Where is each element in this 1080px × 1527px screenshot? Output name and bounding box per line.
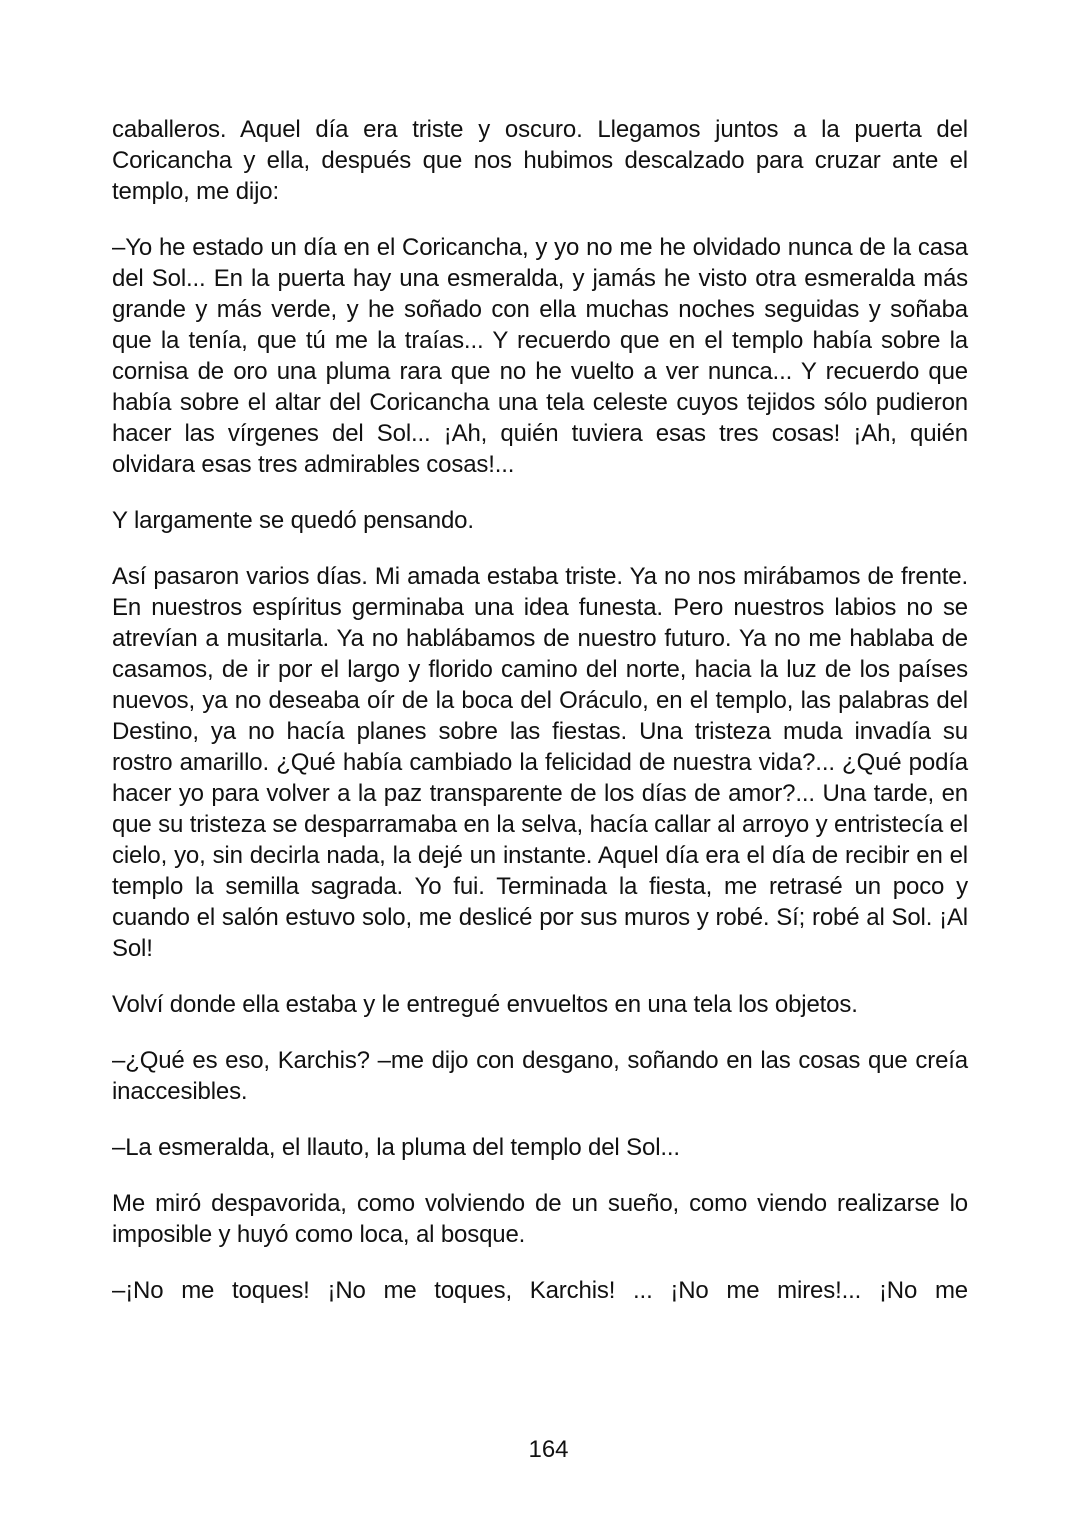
page-number: 164 xyxy=(528,1436,569,1463)
page-body xyxy=(112,114,968,1331)
paragraph-5: Volví donde ella estaba y le entregué envueltos en una tela los objetos. xyxy=(112,991,858,1018)
paragraph-3: Y largamente se quedó pensando. xyxy=(112,507,474,534)
paragraph-1: caballeros. Aquel día era triste y oscuro. Llegamos juntos a la puerta del Coricancha y ella, después que nos hubimos descalzado para cruzar ante el templo, me dijo: xyxy=(112,116,968,205)
paragraph-4: Así pasaron varios días. Mi amada estaba triste. Ya no nos mirábamos de frente. En nuestros espíritus germinaba una idea funesta. Pero nuestros labios no se atrevían a musitarla. Ya no hablábamos de nuestro futuro. Ya no me hablaba de casamos, de ir por el largo y florido camino del norte, hacia la luz de los países nuevos, ya no deseaba oír de la boca del Oráculo, en el templo, las palabras del Destino, ya no hacía planes sobre las fiestas. Una tristeza muda invadía su rostro amarillo. ¿Qué había cambiado la felicidad de nuestra vida?... ¿Qué podía hacer yo para volver a la paz transparente de los días de amor?... Una tarde, en que su tristeza se desparramaba en la selva, hacía callar al arroyo y entristecía el cielo, yo, sin decirla nada, la dejé un instante. Aquel día era el día de recibir en el templo la semilla sagrada. Yo fui. Terminada la fiesta, me retrasé un poco y cuando el salón estuvo solo, me deslicé por sus muros y robé. Sí; robé al Sol. ¡Al Sol! xyxy=(112,563,968,962)
paragraph-7: –La esmeralda, el llauto, la pluma del templo del Sol... xyxy=(112,1134,680,1161)
paragraph-8: Me miró despavorida, como volviendo de un sueño, como viendo realizarse lo imposible y huyó como loca, al bosque. xyxy=(112,1190,968,1248)
paragraph-6: –¿Qué es eso, Karchis? –me dijo con desgano, soñando en las cosas que creía inaccesibles. xyxy=(112,1047,968,1105)
paragraph-2: –Yo he estado un día en el Coricancha, y yo no me he olvidado nunca de la casa del Sol... En la puerta hay una esmeralda, y jamás he visto otra esmeralda más grande y más verde, y he soñado con ella muchas noches seguidas y soñaba que la tenía, que tú me la traías... Y recuerdo que en el templo había sobre la cornisa de oro una pluma rara que no he vuelto a ver nunca... Y recuerdo que había sobre el altar del Coricancha una tela celeste cuyos tejidos sólo pudieron hacer las vírgenes del Sol... ¡Ah, quién tuviera esas tres cosas! ¡Ah, quién olvidara esas tres admirables cosas!... xyxy=(112,234,968,478)
paragraph-9-continues: –¡No me toques! ¡No me toques, Karchis! ... ¡No me mires!... ¡No me xyxy=(112,1277,968,1304)
